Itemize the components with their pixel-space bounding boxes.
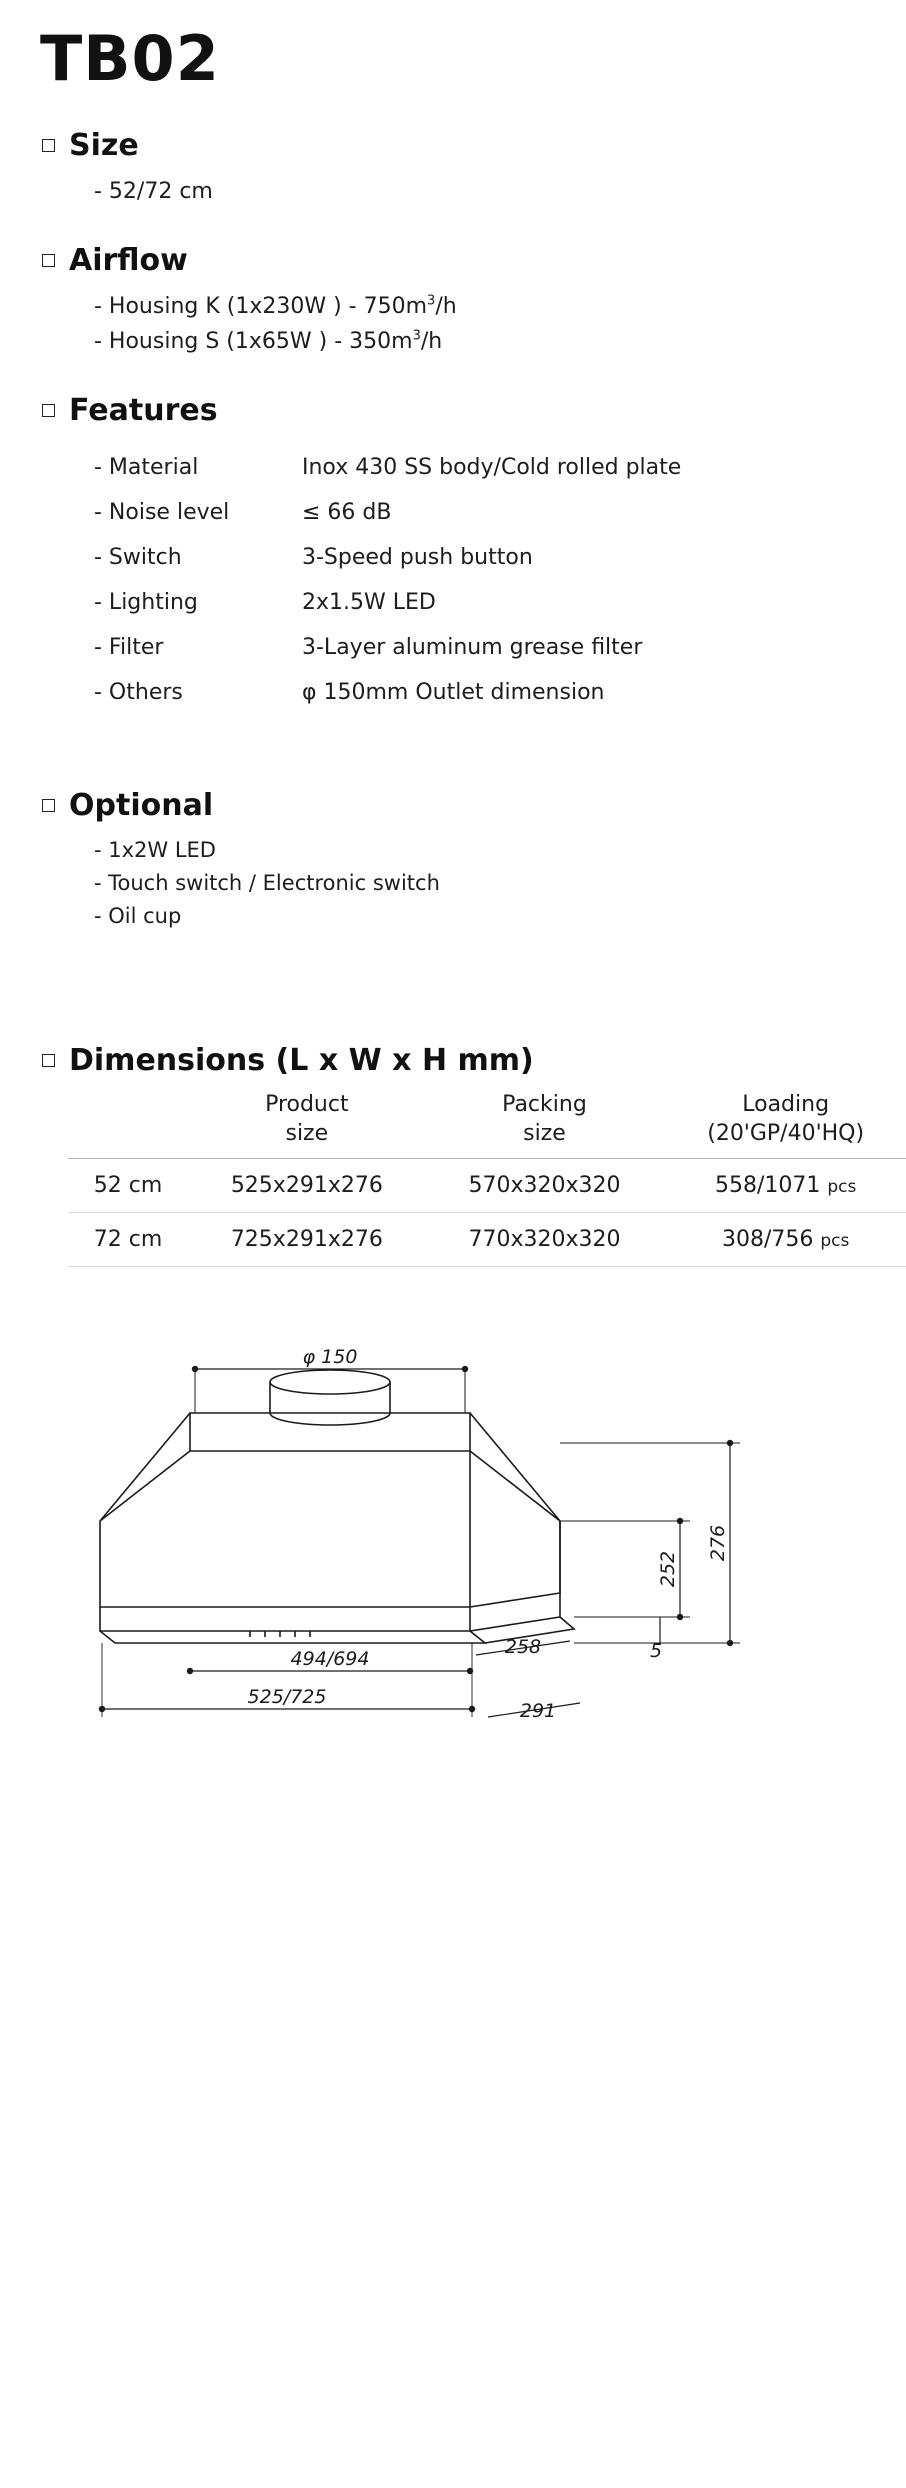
outlet-top-ellipse bbox=[270, 1370, 390, 1394]
feature-value: 3-Speed push button bbox=[302, 545, 533, 571]
hood-dimension-drawing bbox=[40, 1325, 866, 1785]
list-item: - 52/72 cm bbox=[94, 179, 213, 204]
dim-label-width-top: 494/694 bbox=[290, 1648, 370, 1671]
section-airflow-header bbox=[40, 244, 866, 277]
dim-dot bbox=[187, 1668, 193, 1674]
feature-value: 3-Layer aluminum grease filter bbox=[302, 635, 643, 661]
list-item: - Oil cup bbox=[94, 903, 182, 928]
feature-value: 2x1.5W LED bbox=[302, 590, 436, 616]
list-item: - 1x2W LED bbox=[94, 838, 216, 863]
section-airflow-list bbox=[94, 289, 866, 360]
dim-dot bbox=[677, 1614, 683, 1620]
section-airflow-title: Airflow bbox=[69, 242, 188, 278]
section-size bbox=[40, 129, 866, 210]
hood-inner-edge bbox=[100, 1451, 190, 1521]
airflow-k-post: /h bbox=[435, 293, 457, 319]
section-size-header bbox=[40, 129, 866, 162]
loading-value: 308/756 bbox=[721, 1227, 814, 1253]
dim-label-depth-front: 291 bbox=[519, 1700, 557, 1723]
base-slab-right bbox=[470, 1593, 560, 1631]
section-optional-list bbox=[94, 834, 866, 932]
outlet-bottom-arc bbox=[270, 1413, 390, 1425]
hood-taper-right bbox=[470, 1413, 560, 1593]
feature-label: - Noise level bbox=[94, 499, 230, 525]
feature-value: Inox 430 SS body/Cold rolled plate bbox=[302, 454, 682, 480]
table-row bbox=[68, 1159, 906, 1213]
feature-label: - Lighting bbox=[94, 590, 198, 616]
filter-detail bbox=[250, 1631, 310, 1637]
bullet-square-icon bbox=[42, 404, 55, 417]
cell-product-size: 525x291x276 bbox=[230, 1173, 383, 1199]
loading-value: 558/1071 bbox=[714, 1173, 821, 1199]
loading-unit: pcs bbox=[820, 1231, 850, 1252]
dim-dot bbox=[467, 1668, 473, 1674]
dim-label-width-bottom: 525/725 bbox=[247, 1686, 327, 1709]
column-header-product-size bbox=[188, 1087, 426, 1159]
dim-dot bbox=[99, 1706, 105, 1712]
dimensions-table bbox=[68, 1087, 906, 1267]
row-label: 52 cm bbox=[93, 1173, 163, 1199]
airflow-k-pre: - Housing K (1x230W ) - 750m bbox=[94, 293, 428, 319]
airflow-s-sup: 3 bbox=[412, 328, 421, 344]
row-label: 72 cm bbox=[93, 1227, 163, 1253]
bullet-square-icon bbox=[42, 254, 55, 267]
dim-label-outlet: φ 150 bbox=[302, 1346, 358, 1369]
airflow-s-post: /h bbox=[420, 329, 443, 355]
section-dimensions-title: Dimensions (L x W x H mm) bbox=[69, 1043, 534, 1079]
loading-unit: pcs bbox=[827, 1177, 857, 1198]
airflow-s-pre: - Housing S (1x65W ) - 350m bbox=[94, 329, 413, 355]
section-dimensions-header bbox=[40, 1044, 866, 1077]
hood-taper bbox=[100, 1413, 470, 1607]
feature-label: - Others bbox=[94, 680, 183, 706]
column-header-packing-size bbox=[426, 1087, 664, 1159]
feature-value: ≤ 66 dB bbox=[302, 499, 392, 525]
section-airflow bbox=[40, 244, 866, 360]
section-optional-header bbox=[40, 789, 866, 822]
column-header-line2: size bbox=[523, 1120, 566, 1146]
cell-loading bbox=[663, 1213, 906, 1267]
column-header-line1: Packing bbox=[502, 1092, 587, 1118]
feature-row bbox=[94, 625, 866, 670]
column-header-blank bbox=[68, 1087, 188, 1159]
bullet-square-icon bbox=[42, 139, 55, 152]
section-size-title: Size bbox=[69, 128, 139, 163]
table-row bbox=[68, 1213, 906, 1267]
cell-loading bbox=[663, 1159, 906, 1213]
section-features-header bbox=[40, 394, 866, 427]
column-header-line1: Loading bbox=[742, 1092, 830, 1118]
list-item bbox=[94, 324, 866, 360]
column-header-line2: size bbox=[285, 1120, 329, 1146]
section-dimensions bbox=[40, 1044, 866, 1267]
technical-drawing bbox=[40, 1325, 906, 1795]
hood-right-inner bbox=[470, 1451, 560, 1521]
dim-dot bbox=[727, 1440, 733, 1446]
feature-row bbox=[94, 445, 866, 490]
section-features-list bbox=[94, 445, 866, 716]
bullet-square-icon bbox=[42, 799, 55, 812]
base-slab bbox=[100, 1607, 470, 1631]
table-body bbox=[68, 1159, 906, 1267]
dim-label-height-outer: 276 bbox=[707, 1525, 729, 1562]
dim-label-lip: 5 bbox=[649, 1640, 663, 1663]
list-item: - Touch switch / Electronic switch bbox=[94, 870, 440, 895]
feature-row bbox=[94, 670, 866, 715]
dim-dot bbox=[469, 1706, 475, 1712]
airflow-k-sup: 3 bbox=[427, 293, 436, 309]
page-title: TB02 bbox=[40, 22, 220, 95]
list-item bbox=[94, 289, 866, 325]
dim-label-height-inner: 252 bbox=[657, 1551, 679, 1588]
base-slab-bottom bbox=[100, 1631, 485, 1643]
feature-row bbox=[94, 490, 866, 535]
dim-dot bbox=[677, 1518, 683, 1524]
column-header-line2: (20'GP/40'HQ) bbox=[707, 1120, 865, 1146]
hood-top-face bbox=[190, 1413, 470, 1451]
section-optional-title: Optional bbox=[69, 788, 214, 824]
column-header-loading bbox=[663, 1087, 906, 1159]
section-size-list bbox=[94, 174, 866, 210]
section-features-title: Features bbox=[69, 392, 218, 428]
feature-value: φ 150mm Outlet dimension bbox=[302, 680, 605, 706]
feature-row bbox=[94, 580, 866, 625]
dim-dot bbox=[192, 1366, 198, 1372]
outlet-cylinder-sides bbox=[270, 1382, 390, 1413]
section-optional bbox=[40, 789, 866, 932]
bullet-square-icon bbox=[42, 1054, 55, 1067]
feature-label: - Material bbox=[94, 454, 199, 480]
table-header-row bbox=[68, 1087, 906, 1159]
dim-dot bbox=[462, 1366, 468, 1372]
dim-label-depth: 258 bbox=[504, 1636, 542, 1659]
cell-product-size: 725x291x276 bbox=[230, 1227, 383, 1253]
feature-row bbox=[94, 535, 866, 580]
hood-front-panel bbox=[470, 1521, 560, 1607]
dim-dot bbox=[727, 1640, 733, 1646]
column-header-line1: Product bbox=[265, 1092, 349, 1118]
cell-packing-size: 770x320x320 bbox=[468, 1227, 621, 1253]
table-header bbox=[68, 1087, 906, 1159]
section-features bbox=[40, 394, 866, 716]
feature-label: - Filter bbox=[94, 635, 164, 661]
cell-packing-size: 570x320x320 bbox=[468, 1173, 621, 1199]
feature-label: - Switch bbox=[94, 545, 182, 571]
product-spec-page bbox=[0, 22, 906, 1795]
